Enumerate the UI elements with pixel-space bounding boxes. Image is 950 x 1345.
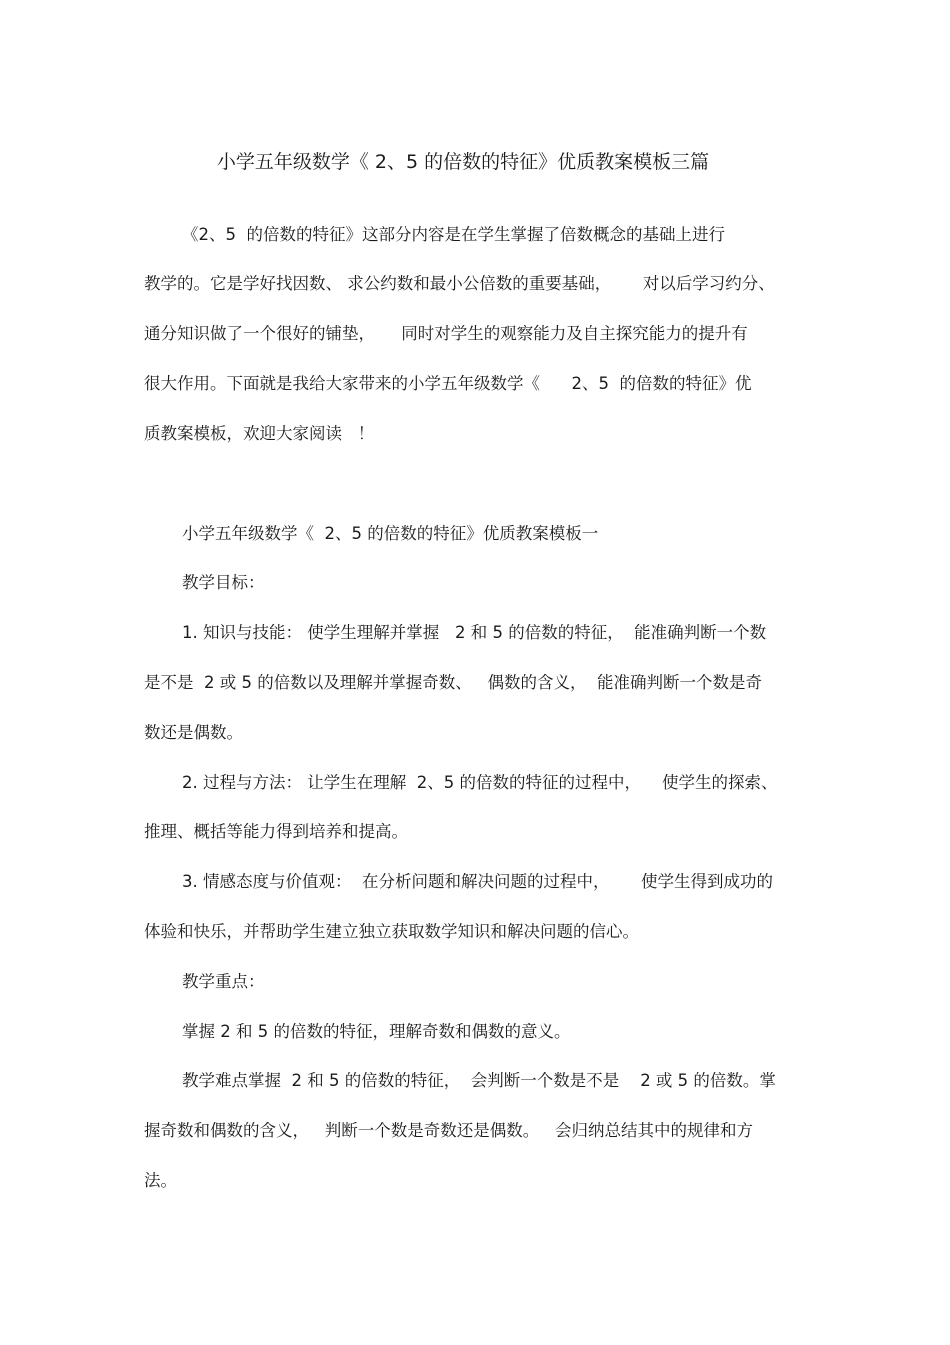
- objective-line: 推理、概括等能力得到培养和提高。: [144, 822, 408, 841]
- objectives-heading: 教学目标：: [182, 573, 265, 592]
- objective-line: 1. 知识与技能： 使学生理解并掌握 2 和 5 的倍数的特征， 能准确判断一个数: [182, 623, 767, 642]
- difficulty-line: 法。: [144, 1171, 177, 1190]
- intro-line: 教学的。它是学好找因数、 求公约数和最小公倍数的重要基础， 对以后学习约分、: [144, 274, 775, 293]
- difficulty-line: 握奇数和偶数的含义， 判断一个数是奇数还是偶数。 会归纳总结其中的规律和方: [144, 1121, 753, 1140]
- section-title: 小学五年级数学《 2、5 的倍数的特征》优质教案模板一: [182, 524, 599, 543]
- intro-line: 很大作用。下面就是我给大家带来的小学五年级数学《 2、5 的倍数的特征》优: [144, 374, 752, 393]
- objective-line: 3. 情感态度与价值观： 在分析问题和解决问题的过程中， 使学生得到成功的: [182, 872, 773, 891]
- difficulty-line: 教学难点掌握 2 和 5 的倍数的特征， 会判断一个数是不是 2 或 5 的倍数。掌: [182, 1071, 776, 1090]
- objective-line: 是不是 2 或 5 的倍数以及理解并掌握奇数、 偶数的含义， 能准确判断一个数是奇: [144, 673, 762, 692]
- objective-line: 2. 过程与方法： 让学生在理解 2、5 的倍数的特征的过程中， 使学生的探索、: [182, 773, 778, 792]
- key-points-heading: 教学重点：: [182, 972, 265, 991]
- document-title: 小学五年级数学《 2、5 的倍数的特征》优质教案模板三篇: [216, 151, 710, 173]
- intro-line: 质教案模板，欢迎大家阅读 ！: [144, 424, 375, 443]
- intro-line: 通分知识做了一个很好的铺垫， 同时对学生的观察能力及自主探究能力的提升有: [144, 324, 748, 343]
- objective-line: 体验和快乐，并帮助学生建立独立获取数学知识和解决问题的信心。: [144, 922, 639, 941]
- key-points-text: 掌握 2 和 5 的倍数的特征，理解奇数和偶数的意义。: [182, 1022, 571, 1041]
- intro-line: 《2、5 的倍数的特征》这部分内容是在学生掌握了倍数概念的基础上进行: [182, 225, 725, 244]
- objective-line: 数还是偶数。: [144, 723, 243, 742]
